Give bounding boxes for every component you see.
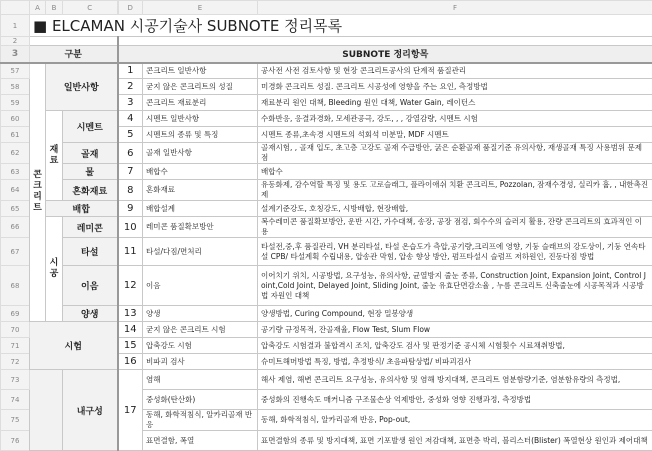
item-notes[interactable]: 공기량 규정목적, 잔골재율, Flow Test, Slum Flow <box>258 322 652 338</box>
item-topic[interactable]: 굳지 않은 콘크리트의 성질 <box>143 79 258 95</box>
row-number[interactable]: 62 <box>1 143 30 164</box>
column-header[interactable]: C <box>63 1 118 15</box>
item-notes[interactable]: 동해, 화학적침식, 알카리골재 반응, Pop-out, <box>258 410 652 431</box>
item-notes[interactable]: 해사 제염, 해변 콘크리트 요구성능, 유의사항 및 염해 방지대책, 콘크리트 염분함량기준, 염분함유량의 측정법, <box>258 370 652 390</box>
row-number[interactable]: 68 <box>1 266 30 306</box>
category-remicon[interactable] <box>63 217 118 238</box>
table-row <box>1 180 652 201</box>
item-topic[interactable]: 양생 <box>143 306 258 322</box>
row-number[interactable]: 58 <box>1 79 30 95</box>
table-row <box>1 143 652 164</box>
item-notes[interactable]: 중성화의 진행속도 매커니즘 구조물손상 억제방안, 중성화 영향 진행과정, 측정방법 <box>258 390 652 410</box>
item-notes[interactable]: 수화반응, 응결과경화, 모세관공극, 강도, , , 강열감량, 시멘트 시험 <box>258 111 652 127</box>
table-row <box>1 111 652 127</box>
category-label: 시공 <box>49 258 59 280</box>
item-topic[interactable]: 콘크리트 재료분리 <box>143 95 258 111</box>
item-topic[interactable]: 시멘트 일반사항 <box>143 111 258 127</box>
category-test[interactable] <box>30 322 118 370</box>
category-water[interactable] <box>63 164 118 180</box>
row-number[interactable]: 3 <box>1 46 30 63</box>
category-curing[interactable] <box>63 306 118 322</box>
row-number[interactable]: 65 <box>1 201 30 217</box>
item-topic[interactable]: 염해 <box>143 370 258 390</box>
table-row <box>1 266 652 306</box>
category-label: 재료 <box>49 145 59 167</box>
table-row <box>1 306 652 322</box>
select-all-corner[interactable] <box>1 1 30 15</box>
item-number[interactable]: 7 <box>118 164 143 180</box>
item-topic[interactable]: 콘크리트 일반사항 <box>143 63 258 79</box>
category-concrete[interactable] <box>30 63 46 322</box>
table-row <box>1 63 652 79</box>
category-label: 시험 <box>65 342 82 352</box>
item-topic[interactable]: 표면결함, 폭열 <box>143 431 258 451</box>
item-topic[interactable]: 압축강도 시험 <box>143 338 258 354</box>
item-topic[interactable]: 혼화재료 <box>143 180 258 201</box>
row-number[interactable]: 75 <box>1 410 30 431</box>
item-notes[interactable]: 배합수 <box>258 164 652 180</box>
item-number[interactable]: 8 <box>118 180 143 201</box>
item-topic[interactable]: 골재 일반사항 <box>143 143 258 164</box>
item-notes[interactable]: 압축강도 시험결과 불합격시 조치, 압축강도 검사 및 판정기준 공시체 시험횟수 시료채취방법, <box>258 338 652 354</box>
item-number[interactable]: 3 <box>118 95 143 111</box>
item-topic[interactable]: 비파괴 검사 <box>143 354 258 370</box>
category-material[interactable] <box>46 111 63 201</box>
category-cement[interactable] <box>63 111 118 143</box>
cell[interactable] <box>118 37 652 46</box>
item-number[interactable]: 9 <box>118 201 143 217</box>
category-label: 시멘트 <box>77 123 103 133</box>
column-header[interactable]: F <box>258 1 652 15</box>
row-number[interactable]: 74 <box>1 390 30 410</box>
item-number[interactable]: 12 <box>118 266 143 306</box>
item-number[interactable]: 14 <box>118 322 143 338</box>
item-number[interactable]: 5 <box>118 127 143 143</box>
category-label: 내구성 <box>77 407 103 417</box>
item-number[interactable]: 2 <box>118 79 143 95</box>
cell[interactable] <box>30 37 118 46</box>
item-number[interactable]: 11 <box>118 238 143 266</box>
item-notes[interactable]: 타설전,중,후 품질관리, VH 분리타설, 타설 온습도가 측압,공기량,크리프에 영향, 기둥 슬래브의 강도상이, 기둥 연속타설 CPB/ 타설계획 수립내용, 압송관 막힘, 압송 향상 방안, 펌프타설시 슬럼프 저하원인, 진동다짐 방법 <box>258 238 652 266</box>
column-header[interactable]: B <box>46 1 63 15</box>
item-topic[interactable]: 이음 <box>143 266 258 306</box>
category-label: 타설 <box>81 248 98 258</box>
sheet-title[interactable]: ■ ELCAMAN 시공기술사 SUBNOTE 정리목록 <box>30 15 652 37</box>
table-row <box>1 164 652 180</box>
item-number[interactable]: 17 <box>118 370 143 451</box>
item-notes[interactable]: 복수레미콘 품질확보방안, 운반 시간, 가수대책, 송장, 공장 점검, 회수수의 슬러지 활용, 잔량 콘크리트의 효과적인 이용 <box>258 217 652 238</box>
table-row <box>1 370 652 390</box>
item-topic[interactable]: 굳지 않은 콘크리트 시험 <box>143 322 258 338</box>
table-row <box>1 217 652 238</box>
item-number[interactable]: 6 <box>118 143 143 164</box>
item-topic[interactable]: 동해, 화학적침식, 알카리골재 반응 <box>143 410 258 431</box>
item-notes[interactable]: 유동화제, 감수역할 특징 및 용도 고로슬래그, 플라이애쉬 치환 콘크리트, Pozzolan, 잠재수경성, 실리카 흄, , 내한촉진제 <box>258 180 652 201</box>
item-notes[interactable]: 슈미트해머방법 특징, 방법, 추정방식/ 초음파탐상법/ 비파괴검사 <box>258 354 652 370</box>
item-notes[interactable]: 재료분리 원인 대책, Bleeding 원인 대책, Water Gain, 레이턴스 <box>258 95 652 111</box>
row-number[interactable]: 67 <box>1 238 30 266</box>
category-placing[interactable] <box>63 238 118 266</box>
item-number[interactable]: 15 <box>118 338 143 354</box>
table-row <box>1 238 652 266</box>
item-topic[interactable]: 중성화(탄산화) <box>143 390 258 410</box>
row-number[interactable]: 63 <box>1 164 30 180</box>
item-number[interactable]: 16 <box>118 354 143 370</box>
row-number[interactable]: 60 <box>1 111 30 127</box>
item-notes[interactable]: 공사전 사전 검토사항 및 현장 콘크리트공사의 단계적 품질관리 <box>258 63 652 79</box>
item-notes[interactable]: 미경화 콘크리트 성질. 콘크리트 시공성에 영향을 주는 요인, 측정방법 <box>258 79 652 95</box>
category-construction[interactable] <box>46 217 63 322</box>
row-number[interactable]: 76 <box>1 431 30 451</box>
row-number[interactable]: 66 <box>1 217 30 238</box>
category-label: 물 <box>85 168 94 178</box>
category-label: 이음 <box>81 282 98 292</box>
category-mix[interactable] <box>46 201 118 217</box>
row-number[interactable]: 59 <box>1 95 30 111</box>
row-number[interactable]: 71 <box>1 338 30 354</box>
item-number[interactable]: 10 <box>118 217 143 238</box>
column-header-row <box>1 1 652 15</box>
row-number[interactable]: 1 <box>1 15 30 37</box>
row-number[interactable]: 70 <box>1 322 30 338</box>
row-number[interactable]: 57 <box>1 63 30 79</box>
column-header[interactable]: A <box>30 1 46 15</box>
category-durability[interactable] <box>63 370 118 451</box>
category-label: 골재 <box>81 150 98 160</box>
item-notes[interactable]: 설계기준강도, 호칭강도, 시방배합, 현장배합, <box>258 201 652 217</box>
empty-cell[interactable] <box>30 370 63 451</box>
table-row <box>1 201 652 217</box>
row-number[interactable]: 72 <box>1 354 30 370</box>
item-topic[interactable]: 레미콘 품질확보방안 <box>143 217 258 238</box>
header-subnote[interactable]: SUBNOTE 정리항목 <box>118 46 652 63</box>
column-header[interactable]: E <box>143 1 258 15</box>
row-number[interactable]: 2 <box>1 37 30 46</box>
category-label: 혼화재료 <box>72 187 107 197</box>
row-number[interactable]: 69 <box>1 306 30 322</box>
category-aggregate[interactable] <box>63 143 118 164</box>
item-notes[interactable]: 이어치기 위치, 시공방법, 요구성능, 유의사항, 균열방지 줄눈 종류, Construction Joint, Expansion Joint, Control Joint,Cold Joint, Delayed Joint, Sliding Joint, 줄눈 유효단면감소율 , 누름 콘크리트 신축줄눈에 시공목적과 시공방법 자원인 대책 <box>258 266 652 306</box>
item-topic[interactable]: 타설/다짐/면처리 <box>143 238 258 266</box>
category-label: 양생 <box>81 310 98 320</box>
row-number[interactable]: 73 <box>1 370 30 390</box>
item-notes[interactable]: 골재시험, , 골재 입도, 초고층 고강도 골재 수급방안, 굵은 순환골재 품질기준 유의사항, 재생골재 특징 사용범위 문제점 <box>258 143 652 164</box>
item-notes[interactable]: 시멘트 종류,초속경 시멘트의 석회석 미분말, MDF 시멘트 <box>258 127 652 143</box>
item-topic[interactable]: 배합설계 <box>143 201 258 217</box>
category-general[interactable] <box>46 63 118 111</box>
table-row <box>1 322 652 338</box>
column-header[interactable]: D <box>118 1 143 15</box>
category-admixture[interactable] <box>63 180 118 201</box>
item-notes[interactable]: 표면결함의 종류 및 방지대책, 표면 기포발생 원인 저감대책, 표면층 박리, 블리스터(Blister) 폭열현상 원인과 제어대책 <box>258 431 652 451</box>
header-category[interactable]: 구분 <box>30 46 118 63</box>
category-label: 레미콘 <box>77 224 103 234</box>
item-topic[interactable]: 배합수 <box>143 164 258 180</box>
row-number[interactable]: 61 <box>1 127 30 143</box>
item-number[interactable]: 13 <box>118 306 143 322</box>
category-label: 콘크리트 <box>33 170 43 214</box>
item-topic[interactable]: 시멘트의 종류 및 특징 <box>143 127 258 143</box>
row-number[interactable]: 64 <box>1 180 30 201</box>
category-label: 일반사항 <box>64 83 99 93</box>
category-joint[interactable] <box>63 266 118 306</box>
category-label: 배합 <box>73 205 90 215</box>
item-number[interactable]: 1 <box>118 63 143 79</box>
item-notes[interactable]: 양생방법, Curing Compound, 현장 밀봉양생 <box>258 306 652 322</box>
item-number[interactable]: 4 <box>118 111 143 127</box>
